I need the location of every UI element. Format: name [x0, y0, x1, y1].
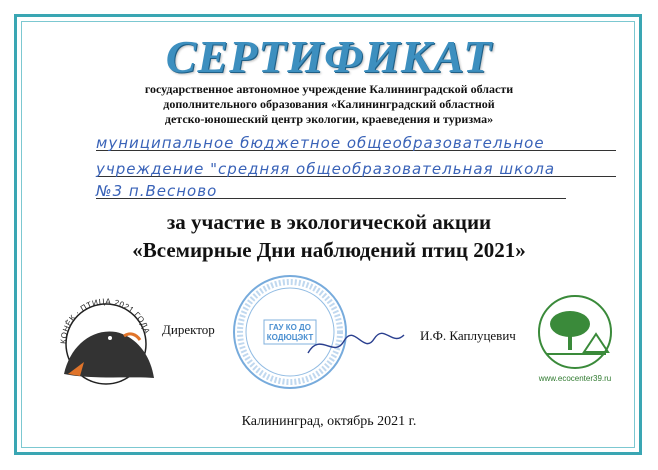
event-name: «Всемирные Дни наблюдений птиц 2021» [132, 238, 526, 262]
stamp-text: ГАУ КО ДО [269, 323, 311, 332]
signer-name: И.Ф. Каплуцевич [420, 328, 516, 343]
recipient-line: муниципальное бюджетное общеобразовательное [96, 134, 545, 152]
issuer-line: дополнительного образования «Калининградский областной [163, 97, 495, 111]
bird-logo-ring-text: КОНЁК · ПТИЦА 2021 ГОДА [58, 296, 152, 345]
eco-center-logo-icon [530, 292, 620, 372]
director-label: Директор [162, 322, 215, 337]
issuer-line: детско-юношеский центр экологии, краеведения и туризма» [164, 112, 494, 126]
recipient-line: №3 п.Весново [96, 182, 218, 200]
stamp-text: КОДЮЦЭКТ [266, 333, 314, 342]
issuer-line: государственное автономное учреждение Калининградской области [144, 82, 514, 96]
award-text: за участие в экологической акции [166, 210, 492, 234]
signature-mark [300, 325, 410, 365]
recipient-line: учреждение "средняя общеобразовательная школа [96, 160, 556, 178]
certificate-title: СЕРТИФИКАТ [165, 31, 493, 82]
bird-logo-icon [50, 286, 162, 386]
place-date: Калининград, октябрь 2021 г. [241, 414, 417, 429]
issuer-block [130, 82, 528, 127]
eco-center-url: www.ecocenter39.ru [538, 374, 612, 383]
